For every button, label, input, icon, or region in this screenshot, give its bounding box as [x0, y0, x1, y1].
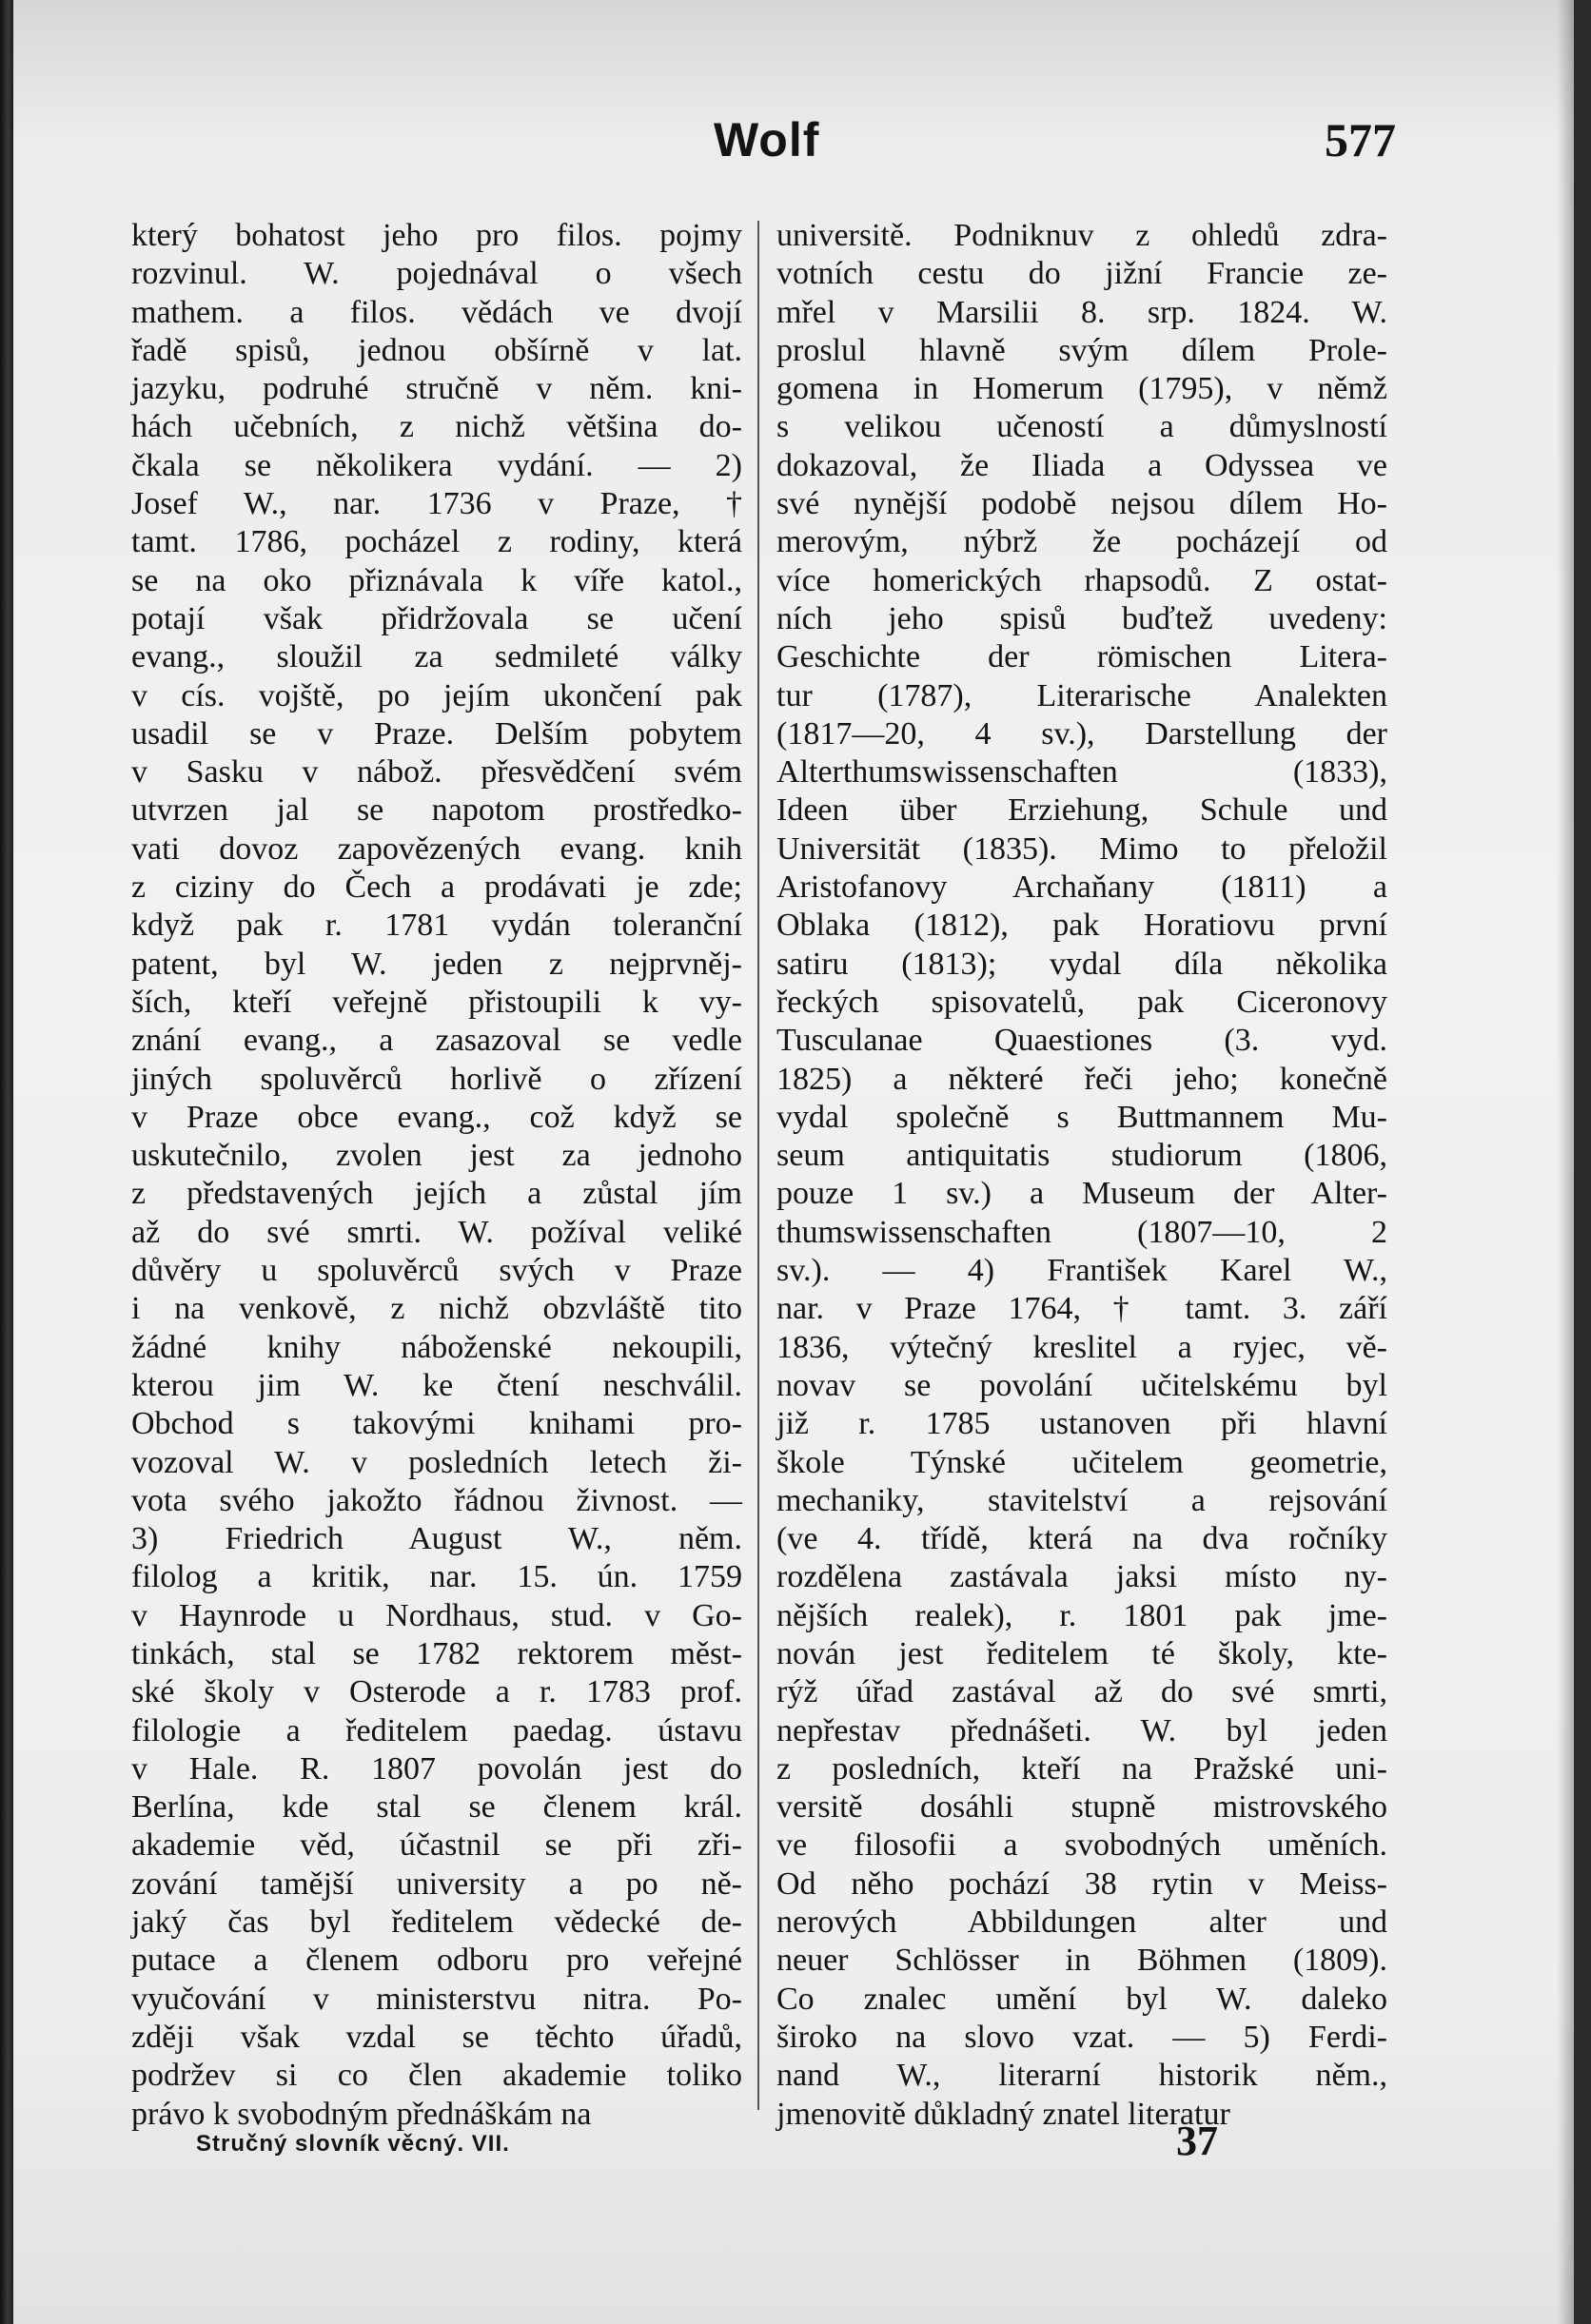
text-line: filolog a kritik, nar. 15. ún. 1759 — [131, 1559, 742, 1595]
text-line: ské školy v Osterode a r. 1783 prof. — [131, 1674, 742, 1710]
text-line: satiru (1813); vydal díla několika — [776, 946, 1387, 982]
text-line: nován jest ředitelem té školy, kte- — [776, 1635, 1387, 1671]
text-line: z představených jejích a zůstal jím — [131, 1176, 742, 1212]
text-line: čkala se několikera vydání. — 2) — [131, 447, 742, 483]
text-line: řeckých spisovatelů, pak Ciceronovy — [776, 984, 1387, 1020]
text-line: Ideen über Erziehung, Schule und — [776, 792, 1387, 829]
text-line: Aristofanovy Archaňany (1811) a — [776, 869, 1387, 906]
text-line: Universität (1835). Mimo to přeložil — [776, 830, 1387, 867]
text-line: putace a členem odboru pro veřejné — [131, 1943, 742, 1979]
text-line: Tusculanae Quaestiones (3. vyd. — [776, 1023, 1387, 1059]
text-line: rozdělena zastávala jaksi místo ny- — [776, 1559, 1387, 1595]
text-line: 1825) a některé řeči jeho; konečně — [776, 1061, 1387, 1097]
text-line: patent, byl W. jeden z nejprvněj- — [131, 946, 742, 982]
text-line: universitě. Podniknuv z ohledů zdra- — [776, 218, 1387, 253]
text-line: více homerických rhapsodů. Z ostat- — [776, 562, 1387, 598]
text-line: v cís. vojště, po jejím ukončení pak — [131, 677, 742, 713]
text-line: novav se povolání učitelskému byl — [776, 1367, 1387, 1403]
text-line: vati dovoz zapovězených evang. knih — [131, 830, 742, 867]
text-line: mřel v Marsilii 8. srp. 1824. W. — [776, 294, 1387, 330]
text-line: řadě spisů, jednou obšírně v lat. — [131, 332, 742, 368]
text-line: vyučování v ministerstvu nitra. Po- — [131, 1981, 742, 2017]
text-line: nand W., literarní historik něm., — [776, 2058, 1387, 2094]
text-line: důvěry u spoluvěrců svých v Praze — [131, 1253, 742, 1289]
text-line: nerových Abbildungen alter und — [776, 1904, 1387, 1941]
text-line: právo k svobodným přednáškám na — [131, 2096, 592, 2132]
text-line: evang., sloužil za sedmileté války — [131, 639, 742, 675]
column-divider — [757, 221, 759, 2110]
text-line: filologie a ředitelem paedag. ústavu — [131, 1712, 742, 1748]
text-line: se na oko přiznávala k víře katol., — [131, 562, 742, 598]
text-line: rýž úřad zastával až do své smrti, — [776, 1674, 1387, 1710]
text-line: v Haynrode u Nordhaus, stud. v Go- — [131, 1597, 742, 1633]
text-line: v Praze obce evang., což když se — [131, 1099, 742, 1135]
text-line: vydal společně s Buttmannem Mu- — [776, 1099, 1387, 1135]
text-line: hách učebních, z nichž většina do- — [131, 409, 742, 445]
text-line: nar. v Praze 1764, † tamt. 3. září — [776, 1291, 1387, 1327]
text-line: nějších realek), r. 1801 pak jme- — [776, 1597, 1387, 1633]
text-line: až do své smrti. W. požíval veliké — [131, 1214, 742, 1250]
text-line: zději však vzdal se těchto úřadů, — [131, 2019, 742, 2055]
dictionary-page — [13, 0, 1574, 2324]
text-line: Oblaka (1812), pak Horatiovu první — [776, 908, 1387, 944]
text-line: své nynější podobě nejsou dílem Ho- — [776, 486, 1387, 522]
left-text-column — [131, 217, 742, 2134]
text-line: sv.). — 4) František Karel W., — [776, 1253, 1387, 1289]
text-line: rozvinul. W. pojednával o všech — [131, 256, 742, 292]
text-line: jazyku, podruhé stručně v něm. kni- — [131, 371, 742, 407]
text-line: Od něho pochází 38 rytin v Meiss- — [776, 1865, 1387, 1902]
text-line: v Hale. R. 1807 povolán jest do — [131, 1750, 742, 1787]
footer-series-title: Stručný slovník věcný. VII. — [196, 2131, 510, 2157]
page-edge-shadow — [1557, 0, 1574, 2324]
text-line: tamt. 1786, pocházel z rodiny, která — [131, 524, 742, 560]
text-line: ních jeho spisů buďtež uvedeny: — [776, 600, 1387, 636]
text-line: když pak r. 1781 vydán toleranční — [131, 908, 742, 944]
text-line: seum antiquitatis studiorum (1806, — [776, 1138, 1387, 1174]
text-line: s velikou učeností a důmyslností — [776, 409, 1387, 445]
text-line: kterou jim W. ke čtení neschválil. — [131, 1367, 742, 1403]
text-line: tur (1787), Literarische Analekten — [776, 677, 1387, 713]
text-line: ších, kteří veřejně přistoupili k vy- — [131, 984, 742, 1020]
text-line: (ve 4. třídě, která na dva ročníky — [776, 1521, 1387, 1557]
text-line: i na venkově, z nichž obzvláště tito — [131, 1291, 742, 1327]
text-line: merovým, nýbrž že pocházejí od — [776, 524, 1387, 560]
text-line: Geschichte der römischen Litera- — [776, 639, 1387, 675]
text-line: již r. 1785 ustanoven při hlavní — [776, 1406, 1387, 1442]
text-line: dokazoval, že Iliada a Odyssea ve — [776, 447, 1387, 483]
text-line: utvrzen jal se napotom prostředko- — [131, 792, 742, 829]
text-line: proslul hlavně svým dílem Prole- — [776, 332, 1387, 368]
text-line: zování tamější university a po ně- — [131, 1865, 742, 1902]
text-line: jaký čas byl ředitelem vědecké de- — [131, 1904, 742, 1941]
text-line: akademie věd, účastnil se při zři- — [131, 1827, 742, 1864]
text-line: 3) Friedrich August W., něm. — [131, 1521, 742, 1557]
text-line: vota svého jakožto řádnou živnost. — — [131, 1482, 742, 1518]
text-line: uskutečnilo, zvolen jest za jednoho — [131, 1138, 742, 1174]
text-line: Josef W., nar. 1736 v Praze, † — [131, 486, 742, 522]
text-line: Obchod s takovými knihami pro- — [131, 1406, 742, 1442]
text-line: škole Týnské učitelem geometrie, — [776, 1444, 1387, 1480]
text-line: mechaniky, stavitelství a rejsování — [776, 1482, 1387, 1518]
text-line: (1817—20, 4 sv.), Darstellung der — [776, 715, 1387, 752]
text-line: thumswissenschaften (1807—10, 2 — [776, 1214, 1387, 1250]
text-line: Berlína, kde stal se členem král. — [131, 1789, 742, 1826]
text-line: z ciziny do Čech a prodávati je zde; — [131, 869, 742, 906]
text-line: mathem. a filos. vědách ve dvojí — [131, 294, 742, 330]
text-line: vozoval W. v posledních letech ži- — [131, 1444, 742, 1480]
text-line: neuer Schlösser in Böhmen (1809). — [776, 1943, 1387, 1979]
text-line: který bohatost jeho pro filos. pojmy — [131, 218, 742, 253]
running-head: Wolf — [714, 113, 820, 166]
text-line: znání evang., a zasazoval se vedle — [131, 1023, 742, 1059]
signature-mark: 37 — [1176, 2118, 1218, 2164]
text-line: podržev si co člen akademie toliko — [131, 2058, 742, 2094]
text-line: Co znalec umění byl W. daleko — [776, 1981, 1387, 2017]
text-line: z posledních, kteří na Pražské uni- — [776, 1750, 1387, 1787]
right-text-column — [776, 217, 1387, 2134]
text-line: gomena in Homerum (1795), v němž — [776, 371, 1387, 407]
text-line: usadil se v Praze. Delším pobytem — [131, 715, 742, 752]
page-number: 577 — [1325, 113, 1396, 166]
text-line: votních cestu do jižní Francie ze- — [776, 256, 1387, 292]
text-line: jiných spoluvěrců horlivě o zřízení — [131, 1061, 742, 1097]
text-line: tinkách, stal se 1782 rektorem měst- — [131, 1635, 742, 1671]
text-line: versitě dosáhli stupně mistrovského — [776, 1789, 1387, 1826]
text-line: nepřestav přednášeti. W. byl jeden — [776, 1712, 1387, 1748]
text-line: Alterthumswissenschaften (1833), — [776, 754, 1387, 791]
text-line: ve filosofii a svobodných uměních. — [776, 1827, 1387, 1864]
text-line: v Sasku v nábož. přesvědčení svém — [131, 754, 742, 791]
text-line: potají však přidržovala se učení — [131, 600, 742, 636]
text-line: žádné knihy náboženské nekoupili, — [131, 1329, 742, 1365]
text-line: jmenovitě důkladný znatel literatur — [776, 2096, 1230, 2132]
book-spine-edge — [0, 0, 13, 2324]
text-line: 1836, výtečný kreslitel a ryjec, vě- — [776, 1329, 1387, 1365]
text-line: pouze 1 sv.) a Museum der Alter- — [776, 1176, 1387, 1212]
text-line: široko na slovo vzat. — 5) Ferdi- — [776, 2019, 1387, 2055]
